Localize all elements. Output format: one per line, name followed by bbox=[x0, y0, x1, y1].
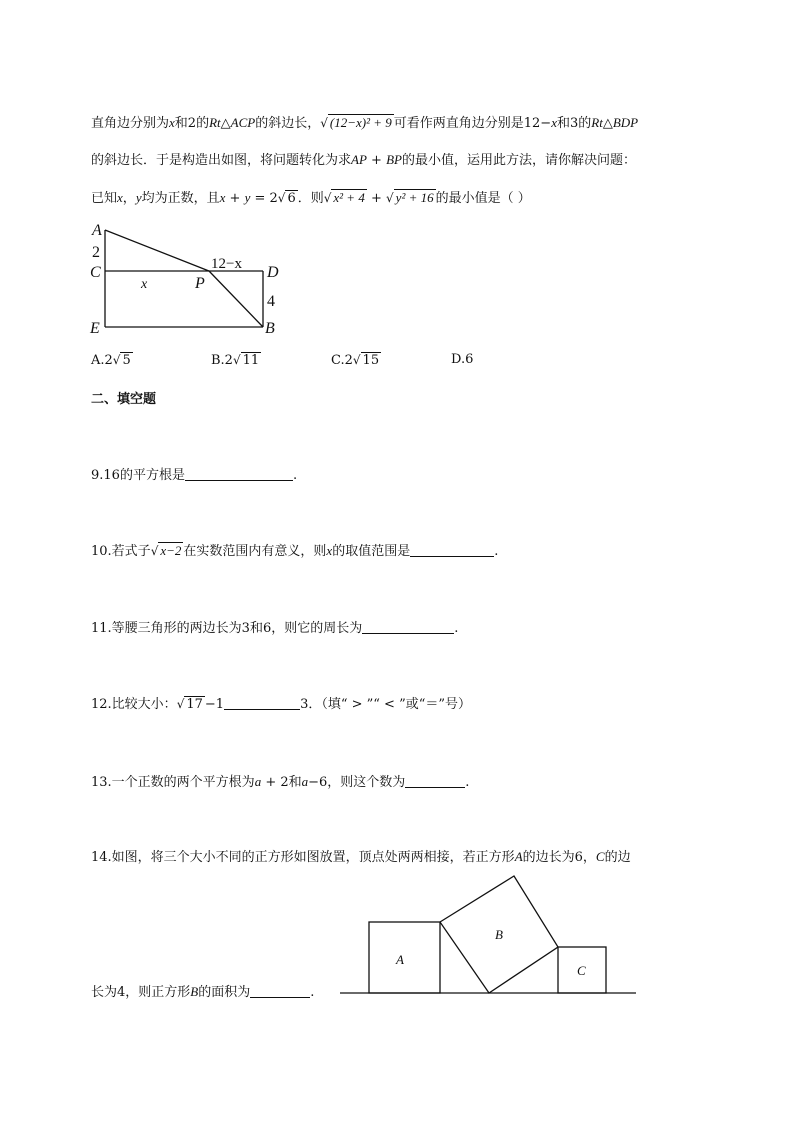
radical-sign: √ bbox=[150, 544, 159, 558]
text: 的最小值，运用此方法，请你解决问题： bbox=[401, 153, 636, 168]
radicand: x−2 bbox=[160, 543, 182, 558]
radical-sign: √ bbox=[320, 116, 328, 130]
comma: ， bbox=[122, 191, 136, 206]
text: + 2和 bbox=[261, 775, 302, 790]
q14-line-1 bbox=[91, 847, 631, 868]
segment-bp: BP bbox=[386, 152, 402, 167]
triangle-acp: ACP bbox=[230, 115, 256, 130]
text: 12.比较大小： bbox=[91, 697, 177, 712]
q8-line-3 bbox=[91, 188, 531, 209]
var-y: y bbox=[244, 190, 251, 205]
radicand: 15 bbox=[362, 353, 380, 368]
var-y: y bbox=[135, 190, 142, 205]
label-c: C bbox=[90, 264, 101, 281]
triangle-bdp: BDP bbox=[612, 115, 639, 130]
radical-sign: √ bbox=[386, 191, 394, 205]
q9 bbox=[91, 466, 297, 486]
plus: + bbox=[366, 191, 387, 206]
choice-label: D.6 bbox=[451, 352, 474, 367]
radical-sign: √ bbox=[112, 353, 121, 367]
q14-line-2 bbox=[91, 982, 314, 1003]
plus: + bbox=[366, 153, 387, 168]
text: 的边 bbox=[604, 850, 631, 865]
var-x: x bbox=[219, 190, 226, 205]
period: . bbox=[465, 775, 470, 790]
q12 bbox=[91, 694, 471, 715]
period: . bbox=[454, 621, 459, 636]
var-c: C bbox=[595, 849, 605, 864]
text: 的最小值是（ ） bbox=[435, 191, 531, 206]
rt-label: Rt bbox=[209, 115, 221, 130]
choice-label: A.2 bbox=[91, 353, 113, 368]
text: −6，则这个数为 bbox=[308, 775, 406, 790]
q8-line-1 bbox=[91, 113, 638, 134]
var-x: x bbox=[117, 190, 123, 205]
label-a: A bbox=[92, 222, 102, 239]
var-a: A bbox=[514, 849, 523, 864]
var-x: x bbox=[169, 115, 175, 130]
segment-ap: AP bbox=[351, 152, 367, 167]
period: . bbox=[292, 468, 298, 483]
answer-blank[interactable] bbox=[224, 695, 300, 710]
answer-blank[interactable] bbox=[410, 542, 494, 557]
label-e: E bbox=[90, 320, 100, 337]
answer-blank[interactable] bbox=[250, 983, 310, 998]
q13 bbox=[91, 772, 469, 793]
q9-text: 9.16的平方根是 bbox=[91, 468, 185, 483]
radicand: 17 bbox=[186, 697, 203, 712]
line-ap bbox=[105, 230, 209, 271]
var-b: B bbox=[190, 984, 199, 999]
radicand: y² + 16 bbox=[395, 190, 434, 205]
text: −1 bbox=[204, 697, 225, 712]
radicand: (12−x)² + 9 bbox=[329, 115, 392, 130]
choice-d bbox=[451, 352, 473, 367]
text: 的斜边长， bbox=[255, 116, 321, 131]
choice-label: C.2 bbox=[331, 353, 353, 368]
radical-sign: √ bbox=[176, 697, 185, 711]
text: 的斜边长．于是构造出如图，将问题转化为求 bbox=[91, 153, 352, 168]
label-b: B bbox=[265, 320, 275, 337]
q8-line-2 bbox=[91, 150, 636, 171]
text: 14.如图，将三个大小不同的正方形如图放置，顶点处两两相接，若正方形 bbox=[91, 850, 515, 865]
text: 13.一个正数的两个平方根为 bbox=[91, 775, 255, 790]
text: 3．（填“ > ”“ < ”或“＝”号） bbox=[300, 697, 472, 712]
answer-blank[interactable] bbox=[185, 466, 293, 481]
section-heading: 二、填空题 bbox=[91, 392, 157, 407]
label-square-a: A bbox=[396, 952, 404, 967]
text: 10.若式子 bbox=[91, 544, 151, 559]
q10 bbox=[91, 541, 498, 562]
radical-sign: √ bbox=[352, 353, 361, 367]
text: 和3的 bbox=[556, 116, 592, 131]
radicand: 6 bbox=[287, 191, 296, 206]
triangle-symbol: △ bbox=[220, 116, 231, 131]
var-x: x bbox=[326, 543, 333, 558]
line-pb bbox=[209, 271, 263, 327]
text: 直角边分别为 bbox=[91, 116, 170, 131]
text: 可看作两直角边分别是12− bbox=[393, 116, 552, 131]
radicand: x² + 4 bbox=[333, 190, 365, 205]
choice-label: B.2 bbox=[211, 353, 233, 368]
answer-blank[interactable] bbox=[405, 773, 465, 788]
text: 的面积为 bbox=[198, 985, 251, 1000]
period: . bbox=[310, 985, 315, 1000]
q8-figure bbox=[85, 222, 295, 340]
text: 在实数范围内有意义，则 bbox=[183, 544, 327, 559]
label-2: 2 bbox=[92, 244, 100, 261]
label-square-b: B bbox=[495, 927, 503, 942]
q14-figure bbox=[340, 875, 640, 997]
square-a bbox=[369, 922, 440, 993]
choice-a bbox=[91, 352, 133, 368]
label-square-c: C bbox=[577, 963, 586, 978]
text: 长为4，则正方形 bbox=[91, 985, 191, 1000]
triangle-symbol: △ bbox=[602, 116, 613, 131]
var-x: x bbox=[551, 115, 557, 130]
plus: + bbox=[225, 191, 245, 206]
choice-b bbox=[211, 352, 261, 368]
label-x: x bbox=[141, 277, 148, 292]
label-d: D bbox=[267, 264, 279, 281]
radicand: 5 bbox=[122, 353, 131, 368]
var-a: a bbox=[254, 774, 262, 789]
q11 bbox=[91, 619, 458, 639]
rt-label: Rt bbox=[591, 115, 603, 130]
var-a: a bbox=[301, 774, 309, 789]
q11-text: 11.等腰三角形的两边长为3和6，则它的周长为 bbox=[91, 621, 363, 636]
text: 已知 bbox=[91, 191, 118, 206]
text: ．则 bbox=[297, 191, 324, 206]
label-4: 4 bbox=[267, 293, 275, 310]
text: 和2的 bbox=[174, 116, 210, 131]
label-12-x: 12−x bbox=[211, 256, 242, 272]
text: 的边长为6， bbox=[522, 850, 596, 865]
radical-sign: √ bbox=[277, 191, 286, 205]
text: 均为正数，且 bbox=[141, 191, 220, 206]
period: . bbox=[494, 544, 499, 559]
equals: = 2 bbox=[250, 191, 278, 206]
choice-c bbox=[331, 352, 381, 368]
text: 的取值范围是 bbox=[332, 544, 411, 559]
radical-sign: √ bbox=[232, 353, 241, 367]
radicand: 11 bbox=[242, 353, 260, 368]
label-p: P bbox=[195, 275, 205, 292]
answer-blank[interactable] bbox=[362, 619, 454, 634]
radical-sign: √ bbox=[323, 191, 332, 205]
